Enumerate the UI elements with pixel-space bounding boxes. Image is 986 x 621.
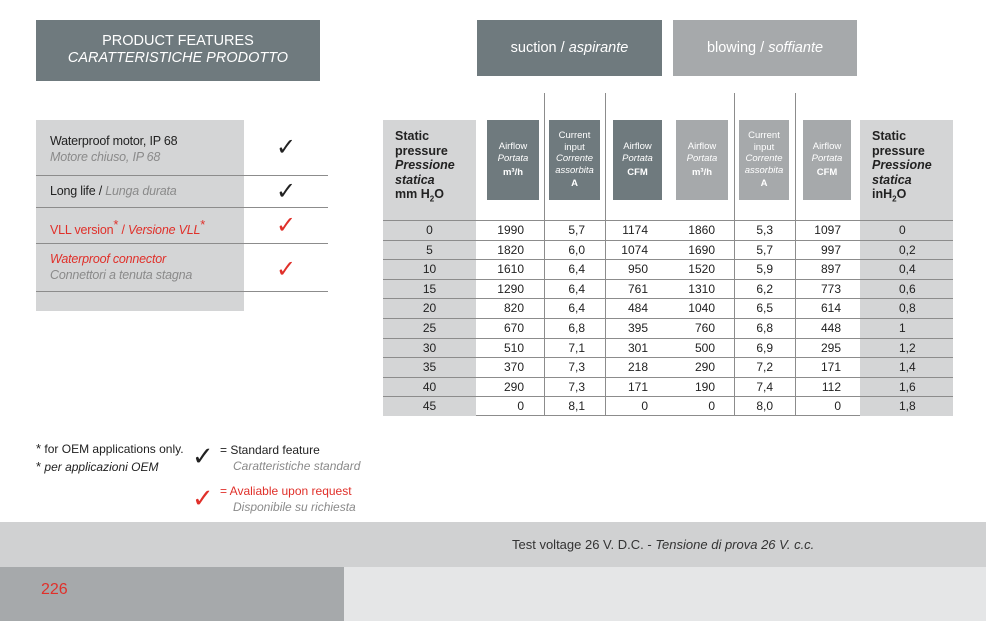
table-cell: 950: [627, 262, 648, 277]
col-suction-airflow-cfm: [613, 120, 662, 200]
unit-text: mm H: [395, 187, 430, 201]
on-request-en: = Avaliable upon request: [220, 484, 352, 498]
table-cell: 8,1: [568, 399, 585, 414]
col-blowing-airflow-m3h: [676, 120, 728, 200]
table-cell: 30: [383, 339, 476, 358]
unit-text: O: [434, 187, 444, 201]
table-cell: 7,3: [568, 360, 585, 375]
table-cell: 218: [627, 360, 648, 375]
table-cell: 1290: [497, 281, 524, 296]
feature-label-it: Lunga durata: [105, 184, 177, 198]
unit-subscript: 2: [892, 194, 897, 204]
col-label: Portata: [811, 152, 843, 164]
col-unit: m³/h: [691, 167, 713, 179]
standard-feature-it: Caratteristiche standard: [233, 459, 361, 473]
feature-row-waterproof-motor: [36, 120, 328, 176]
table-cell: 5,7: [568, 223, 585, 237]
feature-label-en: Long life /: [50, 184, 106, 198]
oem-asterisk: *: [36, 459, 42, 474]
col-unit: CFM: [816, 167, 838, 179]
table-cell: 897: [820, 262, 841, 277]
table-cell: 614: [820, 301, 841, 316]
table-cell: 1,8: [860, 397, 953, 416]
unit-subscript: 2: [429, 194, 435, 204]
table-row: [383, 220, 953, 240]
col-label: Current: [748, 130, 780, 142]
table-cell: 500: [694, 340, 715, 355]
col-label: assorbita: [555, 164, 594, 176]
table-cell: 112: [821, 379, 841, 394]
table-cell: 290: [503, 379, 524, 394]
table-cell: 997: [820, 242, 841, 257]
feature-label-en: Waterproof connector: [50, 252, 166, 266]
check-icon: ✓: [276, 177, 297, 205]
table-cell: 35: [383, 358, 476, 377]
table-cell: 0: [860, 221, 953, 240]
header-title-en: PRODUCT FEATURES: [102, 33, 254, 49]
col-unit: CFM: [627, 167, 648, 179]
table-cell: 1310: [688, 281, 715, 296]
blowing-label-it: soffiante: [768, 40, 824, 56]
table-row: [383, 298, 953, 318]
table-cell: 484: [627, 301, 648, 316]
header-title-it: CARATTERISTICHE PRODOTTO: [67, 50, 289, 66]
footer-band: [344, 567, 986, 621]
col-label: Airflow: [812, 141, 842, 153]
table-cell: 190: [694, 379, 715, 394]
suction-label-en: suction /: [510, 40, 569, 56]
col-label: input: [564, 141, 585, 153]
feature-label-it: Connettori a tenuta stagna: [50, 268, 193, 282]
check-icon: ✓: [276, 211, 297, 239]
table-cell: 395: [627, 321, 648, 335]
table-cell: 1,6: [860, 378, 953, 397]
standard-feature-note: [220, 442, 360, 474]
on-request-it: Disponibile su richiesta: [233, 500, 356, 514]
oem-note-en: for OEM applications only.: [41, 442, 184, 456]
test-voltage-en: Test voltage 26 V. D.C. -: [512, 537, 656, 552]
table-row: [383, 259, 953, 279]
blowing-label-en: blowing /: [706, 40, 769, 56]
col-label: Airflow: [498, 141, 528, 153]
table-cell: 1690: [688, 242, 715, 257]
table-cell: 0: [383, 221, 476, 240]
static-pressure-mm-header: [383, 120, 476, 220]
unit-text: O: [896, 187, 907, 201]
feature-row-vll-version: [36, 208, 328, 244]
table-cell: 7,3: [568, 379, 585, 394]
col-unit: A: [760, 178, 768, 190]
suction-mode-header: [477, 20, 662, 76]
feature-label-en: VLL version: [50, 223, 114, 238]
oem-asterisk: *: [36, 441, 42, 456]
table-cell: 0,4: [860, 260, 953, 279]
table-cell: 1990: [497, 223, 524, 237]
table-cell: 171: [820, 360, 841, 375]
table-cell: 45: [383, 397, 476, 416]
check-icon: ✓: [192, 442, 214, 472]
table-cell: 1: [860, 319, 953, 338]
header-line: Pressione: [395, 158, 455, 172]
table-row: [383, 240, 953, 260]
table-cell: 0,2: [860, 241, 953, 260]
header-line: pressure: [872, 143, 925, 158]
table-cell: 0,8: [860, 299, 953, 318]
col-label: Corrente: [745, 153, 783, 165]
table-cell: 1610: [497, 262, 524, 277]
table-cell: 670: [503, 321, 524, 335]
table-cell: 0: [641, 399, 648, 414]
table-cell: 6,4: [568, 281, 585, 296]
header-line: Static: [395, 129, 430, 143]
table-cell: 448: [820, 321, 841, 335]
table-row: [383, 357, 953, 377]
table-cell: 7,2: [756, 360, 773, 375]
table-cell: 5,7: [756, 242, 773, 257]
table-cell: 7,4: [756, 379, 773, 394]
table-cell: 10: [383, 260, 476, 279]
table-cell: 1,2: [860, 339, 953, 358]
table-cell: 301: [627, 340, 648, 355]
header-line: Pressione: [872, 158, 932, 172]
table-cell: 15: [383, 280, 476, 299]
table-cell: 20: [383, 299, 476, 318]
header-line: statica: [395, 172, 435, 187]
col-unit: m³/h: [502, 167, 524, 179]
table-cell: 6,8: [568, 321, 585, 335]
feature-row-waterproof-connector: [36, 244, 328, 292]
col-label: Airflow: [687, 141, 717, 153]
table-row: [383, 396, 953, 416]
table-cell: 6,0: [568, 242, 585, 257]
oem-note: [36, 440, 196, 476]
table-cell: 8,0: [756, 399, 773, 414]
test-voltage-band: [0, 522, 986, 567]
table-cell: 6,5: [756, 301, 773, 316]
table-cell: 1097: [814, 223, 841, 237]
header-line: pressure: [395, 143, 448, 158]
table-cell: 6,9: [756, 340, 773, 355]
table-cell: 760: [694, 321, 715, 335]
table-cell: 5: [383, 241, 476, 260]
feature-label-it: Motore chiuso, IP 68: [50, 150, 161, 164]
col-suction-airflow-m3h: [487, 120, 539, 200]
table-cell: 40: [383, 378, 476, 397]
unit-text: inH: [872, 187, 893, 201]
table-cell: 773: [820, 281, 841, 296]
suction-label-it: aspirante: [568, 40, 629, 56]
table-cell: 6,4: [568, 262, 585, 277]
table-cell: 25: [383, 319, 476, 338]
col-label: Current: [558, 130, 591, 142]
table-row: [383, 377, 953, 397]
test-voltage-text: [512, 537, 814, 552]
col-label: Corrente: [556, 153, 593, 165]
col-label: assorbita: [744, 164, 784, 176]
table-cell: 5,3: [756, 223, 773, 237]
table-cell: 1040: [688, 301, 715, 316]
table-cell: 0: [708, 399, 715, 414]
table-cell: 6,8: [756, 321, 773, 335]
table-cell: 761: [627, 281, 648, 296]
check-icon: ✓: [276, 133, 297, 161]
table-cell: 295: [820, 340, 841, 355]
table-cell: 1520: [688, 262, 715, 277]
table-cell: 1074: [621, 242, 648, 257]
table-cell: 171: [627, 379, 648, 394]
page-number-band: [0, 567, 344, 621]
table-cell: 370: [503, 360, 524, 375]
feature-label-it: Versione VLL: [128, 223, 201, 238]
table-cell: 5,9: [756, 262, 773, 277]
feature-row-long-life: [36, 176, 328, 208]
static-pressure-inh2o-header: [860, 120, 953, 220]
col-blowing-airflow-cfm: [803, 120, 851, 200]
header-line: Static: [872, 129, 907, 143]
table-row: [383, 318, 953, 338]
unit-line: [872, 187, 953, 207]
table-cell: 290: [694, 360, 715, 375]
unit-line: [395, 187, 476, 207]
page-number: 226: [41, 581, 68, 598]
table-row: [383, 279, 953, 299]
blowing-mode-header: [673, 20, 857, 76]
col-label: Airflow: [623, 141, 652, 153]
col-label: Portata: [622, 152, 653, 164]
standard-feature-en: = Standard feature: [220, 443, 320, 457]
col-label: Portata: [497, 152, 529, 164]
table-cell: 820: [503, 301, 524, 316]
table-cell: 1174: [622, 223, 648, 237]
col-blowing-current: [739, 120, 789, 200]
on-request-note: [220, 483, 356, 515]
table-cell: 1860: [688, 223, 715, 237]
table-cell: 510: [503, 340, 524, 355]
table-row: [383, 338, 953, 358]
table-cell: 0: [517, 399, 524, 414]
table-cell: 1,4: [860, 358, 953, 377]
oem-note-it: per applicazioni OEM: [41, 460, 159, 474]
feature-label-en: Waterproof motor, IP 68: [50, 134, 178, 148]
oem-asterisk: *: [200, 217, 206, 232]
check-icon: ✓: [276, 255, 297, 283]
col-label: Portata: [686, 152, 718, 164]
table-cell: 6,2: [756, 281, 773, 296]
feature-separator: /: [118, 223, 129, 238]
col-suction-current: [549, 120, 600, 200]
col-unit: A: [571, 178, 578, 190]
check-icon: ✓: [192, 484, 214, 514]
table-cell: 0,6: [860, 280, 953, 299]
col-label: input: [753, 141, 775, 153]
table-cell: 7,1: [568, 340, 585, 355]
header-line: statica: [872, 172, 912, 187]
table-cell: 1820: [497, 242, 524, 257]
test-voltage-it: Tensione di prova 26 V. c.c.: [655, 537, 815, 552]
table-cell: 0: [834, 399, 841, 414]
product-features-header: [36, 20, 320, 81]
table-cell: 6,4: [568, 301, 585, 316]
oem-asterisk: *: [113, 217, 119, 232]
